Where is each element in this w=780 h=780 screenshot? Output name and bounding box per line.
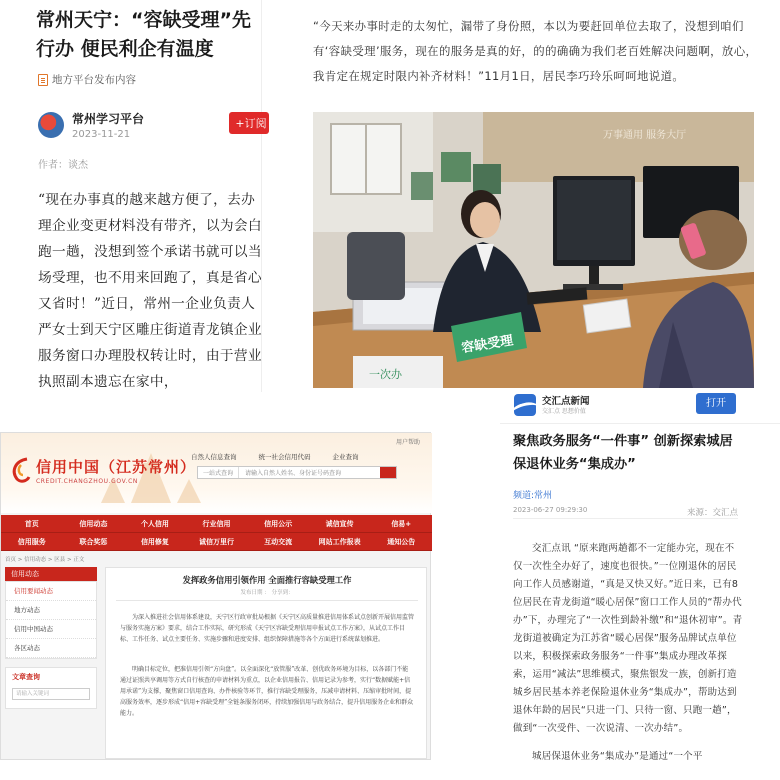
site-header (1, 433, 432, 513)
nav-row-1 (1, 515, 432, 533)
search-button[interactable] (380, 467, 396, 478)
source-label: 来源：交汇点 (686, 508, 738, 518)
top-links (191, 452, 359, 461)
article-search-input[interactable]: 请输入关键词 (12, 688, 90, 700)
nav-item[interactable]: 信用修复 (140, 538, 169, 546)
app-name: 交汇点新闻 (542, 396, 590, 407)
publish-date: 2023-06-27 09:29:30 (513, 506, 588, 514)
sidebar-item[interactable]: 信用要闻动态 (6, 582, 96, 601)
top-link-credit-code[interactable]: 统一社会信用代码 (258, 453, 311, 461)
publish-row (513, 506, 738, 518)
sidebar (5, 567, 97, 709)
credit-logo-icon (7, 455, 33, 485)
article-paragraph: 城居保退休业务“集成办”是通过“一个平 (532, 751, 703, 762)
sidebar-item[interactable]: 地方动态 (6, 601, 96, 620)
nav-item[interactable]: 诚信宣传 (325, 520, 354, 528)
nav-item[interactable]: 联合奖惩 (79, 538, 108, 546)
channel-label[interactable]: 频道:常州 (513, 491, 553, 501)
article-title: 常州天宁：“容缺受理”先行办 便民利企有温度 (36, 9, 251, 60)
nav-item[interactable]: 行业信用 (202, 520, 231, 528)
nav-item[interactable]: 互动交流 (264, 538, 293, 546)
top-link-person-query[interactable]: 自然人信息查询 (191, 453, 237, 461)
search-scope[interactable]: 一站式查询 (198, 467, 239, 478)
nav-item[interactable]: 信用动态 (79, 520, 108, 528)
nav-item[interactable]: 个人信用 (140, 520, 169, 528)
app-logo-icon (514, 394, 536, 416)
nav-item[interactable]: 首页 (24, 520, 39, 528)
nav-item[interactable]: 通知公告 (387, 538, 416, 546)
article-quote: “今天来办事时走的太匆忙，漏带了身份照，本以为要赶回单位去取了，没想到咱们有‘容缺受理’服务，现在的服务是真的好，的的确确为我们老百姓解决问题啊，放心，我肯定在规定时限内补齐材料！”11月1日，居民李巧玲乐呵呵地说道。 (313, 19, 758, 83)
subscribe-button[interactable]: +订阅 (229, 112, 269, 134)
help-link[interactable]: 用户帮助 (395, 439, 420, 446)
sidebar-header: 信用动态 (5, 567, 97, 581)
nav-row-2 (1, 533, 432, 551)
source-line (38, 72, 136, 87)
credit-china-website (0, 432, 431, 760)
nav-item[interactable]: 信用服务 (17, 538, 46, 546)
nav-item[interactable]: 诚信万里行 (199, 538, 235, 546)
article-paragraph: 交汇点讯 “原来跑两趟都不一定能办完，现在不仅一次性全办好了，速度也很快。”一位刚退休的居民向工作人员感谢道，“真是又快又好。”近日来，已有8位居民在青龙街道“暖心居保”窗口工作人员的“帮办代办”下，办理完了“一次性到龄补缴”和“退休初审”。青龙街道被确定为江苏省“暖心居保”服务品牌试点单位以来，积极探索政务服务“一件事”集成办理改革探索，运用“减法”思维模式，聚焦银发一族，创新打造城乡居民基本养老保险退休业务“集成办”，帮助达到退休年龄的居民“只进一门、只待一窗、只跑一趟”，做到“一次受件、一次说清、一次办结”。 (513, 543, 743, 734)
article-body (513, 540, 743, 766)
sidebar-item[interactable]: 信用中国动态 (6, 620, 96, 639)
divider (116, 600, 418, 601)
jiaohuidian-news-article (500, 388, 780, 780)
article-paragraph: 为深入推进社会信用体系建设，天宁区行政审批局根据《天宁区高质量推进信用体系试点创新开展信用监管与服务实施方案》要求，结合工作实际，研究形成《天宁区容缺受理信用申报试点工作方案》，从试点工作目标、工作任务、试点主要任务、实施步骤和进度安排、组织保障措施等各个方面进行系统谋划推进。 (120, 614, 415, 643)
site-logo-title: 信用中国（江苏常州） (36, 457, 197, 476)
article-search-box (5, 667, 97, 709)
account-name[interactable]: 常州学习平台 (72, 112, 145, 126)
divider (513, 518, 738, 519)
article-meta: 发布日期 ： 分享到： (240, 590, 294, 596)
publish-date: 2023-11-21 (72, 129, 131, 140)
article-search-title: 文章查询 (12, 673, 40, 681)
article-title: 发挥政务信用引领作用 全面推行容缺受理工作 (182, 575, 352, 585)
app-slogan: 交汇点 思想价值 (542, 408, 586, 415)
article-title: 聚焦政务服务“一件事” 创新探索城居保退休业务“集成办” (513, 434, 733, 472)
desk-text: 一次办 (369, 368, 402, 381)
author-line: 作者：谈杰 (38, 160, 88, 171)
account-info[interactable] (38, 110, 144, 140)
breadcrumb: 首页 > 信用动态 > 区县 > 正文 (5, 557, 85, 563)
service-window-photo (313, 112, 754, 388)
nav-item[interactable]: 信用公示 (264, 520, 293, 528)
article-content (105, 567, 427, 759)
article-paragraph: 明确目标定位，把准信用引领“方向盘”。以全面深化“放管服”改革、创优政务环境为目标，以各部门不能通过证照共享调用等方式自行核查的申请材料为重点，以企业信用报告、信用记录为参考，实行“数据赋能+信用承诺”为支撑，聚焦窗口信用查询、办件核验等环节，推行容缺受理服务，压减申请材料、压缩审批时间，提高服务效率，逐步形成“信用+容缺受理”全链条服务闭环，持续加强信用与政务结合，提升信用服务企业和群众能力。 (120, 666, 414, 717)
article-panel-changzhou-study (0, 0, 267, 392)
site-logo-subtitle: CREDIT.CHANGZHOU.GOV.CN (36, 477, 138, 485)
document-icon (38, 74, 48, 86)
nav-item[interactable]: 网站工作报表 (318, 538, 361, 546)
app-header (500, 388, 780, 424)
avatar[interactable] (38, 112, 64, 138)
nav-item[interactable]: 信易+ (391, 520, 412, 528)
search-input[interactable]: 请输入自然人姓名、身份证号码查询 (245, 470, 342, 477)
wall-text: 万事通用 服务大厅 (603, 130, 687, 141)
sidebar-list (5, 581, 97, 659)
sidebar-item[interactable]: 各区动态 (6, 639, 96, 658)
main-nav (1, 515, 432, 551)
site-logo[interactable] (7, 455, 196, 485)
article-panel-quote-photo (302, 0, 780, 392)
source-label: 地方平台发布内容 (52, 74, 136, 86)
article-body: “现在办事真的越来越方便了，去办理企业变更材料没有带齐，以为会白跑一趟，没想到签个承诺书就可以当场受理，也不用来回跑了，真是省心又省时！”近日，常州一企业负责人严女士到天宁区雕庄街道青龙镇企业服务窗口办理股权转让时，由于营业执照副本遗忘在家中， (38, 192, 262, 390)
top-link-enterprise-query[interactable]: 企业查询 (332, 453, 359, 461)
sign-text: 容缺受理 (460, 333, 515, 357)
site-search-bar[interactable] (197, 466, 397, 479)
open-app-button[interactable]: 打开 (696, 393, 736, 414)
